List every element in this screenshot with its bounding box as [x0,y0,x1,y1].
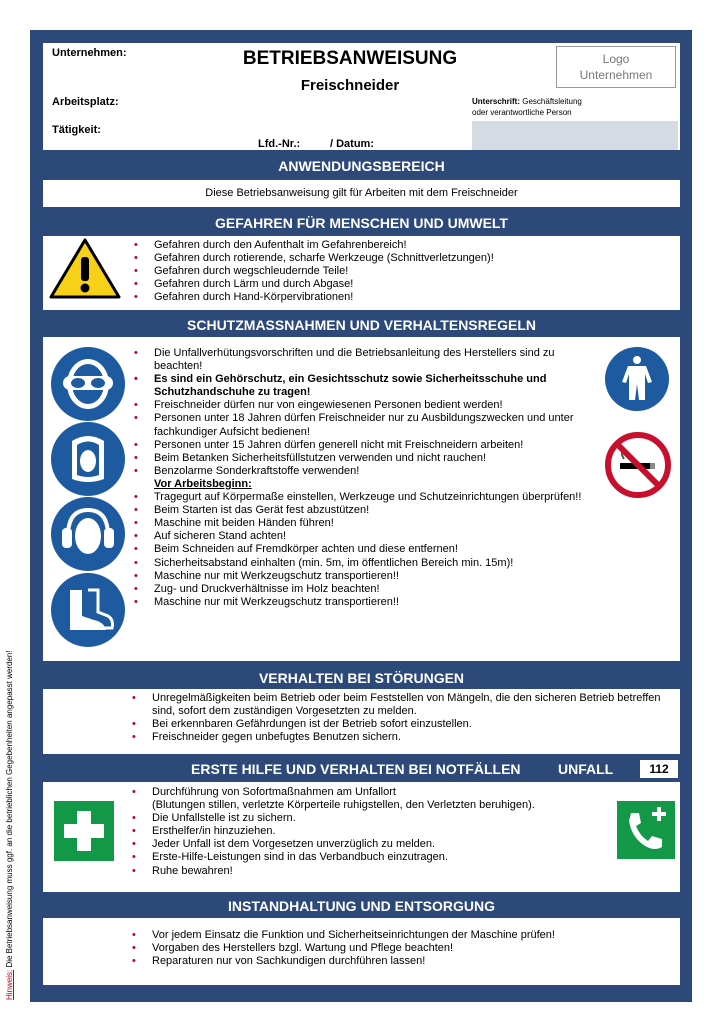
first-aid-icon [54,801,114,861]
side-note-text: Die Betriebsanweisung muss ggf. an die betrieblichen Gegebenheiten angepasst werden! [5,650,14,970]
scope-text: Diese Betriebsanweisung gilt für Arbeiten mit dem Freischneider [43,180,680,207]
list-item: • Sicherheitsabstand einhalten (min. 5m, im öffentlichen Bereich min. 15m)! [134,557,604,570]
hearing-protection-icon [50,496,126,572]
signature-label: Unterschrift: [472,97,521,106]
list-item: • Es sind ein Gehörschutz, ein Gesichtsschutz sowie Sicherheitsschuhe und Schutzhandschuhe zu tragen! [134,373,604,399]
warning-sign-icon [48,237,122,300]
list-item: • Vorgaben des Herstellers bzgl. Wartung und Pflege beachten! [132,942,662,955]
list-item: • Jeder Unfall ist dem Vorgesetzen unverzüglich zu melden. [132,838,612,851]
list-item: • Die Unfallstelle ist zu sichern. [132,812,612,825]
list-item: • Ruhe bewahren! [132,865,612,878]
logo-line-1: Logo [602,52,630,66]
list-item: • Maschine mit beiden Händen führen! [134,517,604,530]
side-note [4,590,16,1000]
list-item: • Gefahren durch rotierende, scharfe Werkzeuge (Schnittverletzungen)! [134,252,674,265]
list-item: • Beim Starten ist das Gerät fest abzustützen! [134,504,604,517]
section-scope-title: ANWENDUNGSBEREICH [43,156,680,176]
faults-list [132,692,662,744]
maintenance-list [132,929,662,968]
no-smoking-icon [604,431,672,499]
accident-label: UNFALL [558,761,614,777]
document-title: BETRIEBSANWEISUNG [242,48,458,69]
list-item: • Maschine nur mit Werkzeugschutz transportieren!! [134,570,604,583]
list-item: • Freischneider gegen unbefugtes Benutzen sichern. [132,731,662,744]
workplace-label: Arbeitsplatz: [52,96,119,108]
face-shield-icon [50,421,126,497]
logo-line-2: Unternehmen [579,68,653,82]
first-aid-list [132,786,612,878]
list-item: • Tragegurt auf Körpermaße einstellen, Werkzeuge und Schutzeinrichtungen überprüfen!! [134,491,604,504]
list-item: • Maschine nur mit Werkzeugschutz transportieren!! [134,596,604,609]
signature-text: Geschäftsleitung [522,97,582,106]
protection-list [134,347,604,609]
list-item: • Durchführung von Sofortmaßnahmen am Unfallort [132,786,612,799]
list-item: • Erste-Hilfe-Leistungen sind in das Verbandbuch einzutragen. [132,851,612,864]
list-item: • Gefahren durch den Aufenthalt im Gefahrenbereich! [134,239,674,252]
activity-label: Tätigkeit: [52,124,101,136]
list-item: • Reparaturen nur von Sachkundigen durchführen lassen! [132,955,662,968]
list-item: • Beim Betanken Sicherheitsfüllstutzen verwenden und nicht rauchen! [134,452,604,465]
safety-goggles-icon [50,346,126,422]
list-item: • Bei erkennbaren Gefährdungen ist der Betrieb sofort einzustellen. [132,718,662,731]
list-item: • Benzolarme Sonderkraftstoffe verwenden! [134,465,604,478]
section-protection-title: SCHUTZMASSNAHMEN UND VERHALTENSREGELN [43,315,680,335]
list-item: • Auf sicheren Stand achten! [134,530,604,543]
list-item: • Freischneider dürfen nur von eingewiesenen Personen bedient werden! [134,399,604,412]
list-item: • Ersthelfer/in hinzuziehen. [132,825,612,838]
list-item: • Gefahren durch Hand-Körpervibrationen! [134,291,674,304]
list-item: • Vor jedem Einsatz die Funktion und Sicherheitseinrichtungen der Maschine prüfen! [132,929,662,942]
emergency-phone-icon [617,801,675,859]
company-label: Unternehmen: [52,47,127,59]
list-item: • Gefahren durch wegschleudernde Teile! [134,265,674,278]
signature-text-2: oder verantwortliche Person [472,108,572,117]
list-item: (Blutungen stillen, verletzte Körperteile ruhigstellen, den Verletzten beruhigen). [152,799,535,812]
side-note-label: Hinweis: [5,969,14,1000]
section-maintenance-title: INSTANDHALTUNG UND ENTSORGUNG [43,896,680,916]
protective-clothing-icon [604,346,670,412]
signature-caption [472,96,582,118]
list-item: • Die Unfallverhütungsvorschriften und die Betriebsanleitung des Herstellers sind zu beachten! [134,347,604,373]
section-hazards-title: GEFAHREN FÜR MENSCHEN UND UMWELT [43,213,680,233]
date-label: / Datum: [330,138,374,150]
document-subtitle: Freischneider [300,77,400,94]
number-label: Lfd.-Nr.: [258,138,301,150]
list-subheading: Vor Arbeitsbeginn: [154,477,252,490]
section-first-aid-title: ERSTE HILFE UND VERHALTEN BEI NOTFÄLLEN [191,761,521,777]
signature-field[interactable] [472,121,678,150]
list-item: • Beim Schneiden auf Fremdkörper achten und diese entfernen! [134,543,604,556]
section-faults-title: VERHALTEN BEI STÖRUNGEN [43,668,680,688]
list-item: • Personen unter 18 Jahren dürfen Freischneider nur zu Ausbildungszwecken und unter fachkundiger Aufsicht bedienen! [134,412,604,438]
list-item: • Gefahren durch Lärm und durch Abgase! [134,278,674,291]
hazards-list [134,239,674,304]
list-item: • Zug- und Druckverhältnisse im Holz beachten! [134,583,604,596]
emergency-number: 112 [640,760,678,778]
company-logo [556,46,676,88]
safety-boots-icon [50,572,126,648]
list-item: • Personen unter 15 Jahren dürfen generell nicht mit Freischneidern arbeiten! [134,439,604,452]
list-item: • Unregelmäßigkeiten beim Betrieb oder beim Feststellen von Mängeln, die den sicheren Betrieb betreffen sind, sofort dem zuständigen Vorgesetzten zu melden. [132,692,662,718]
